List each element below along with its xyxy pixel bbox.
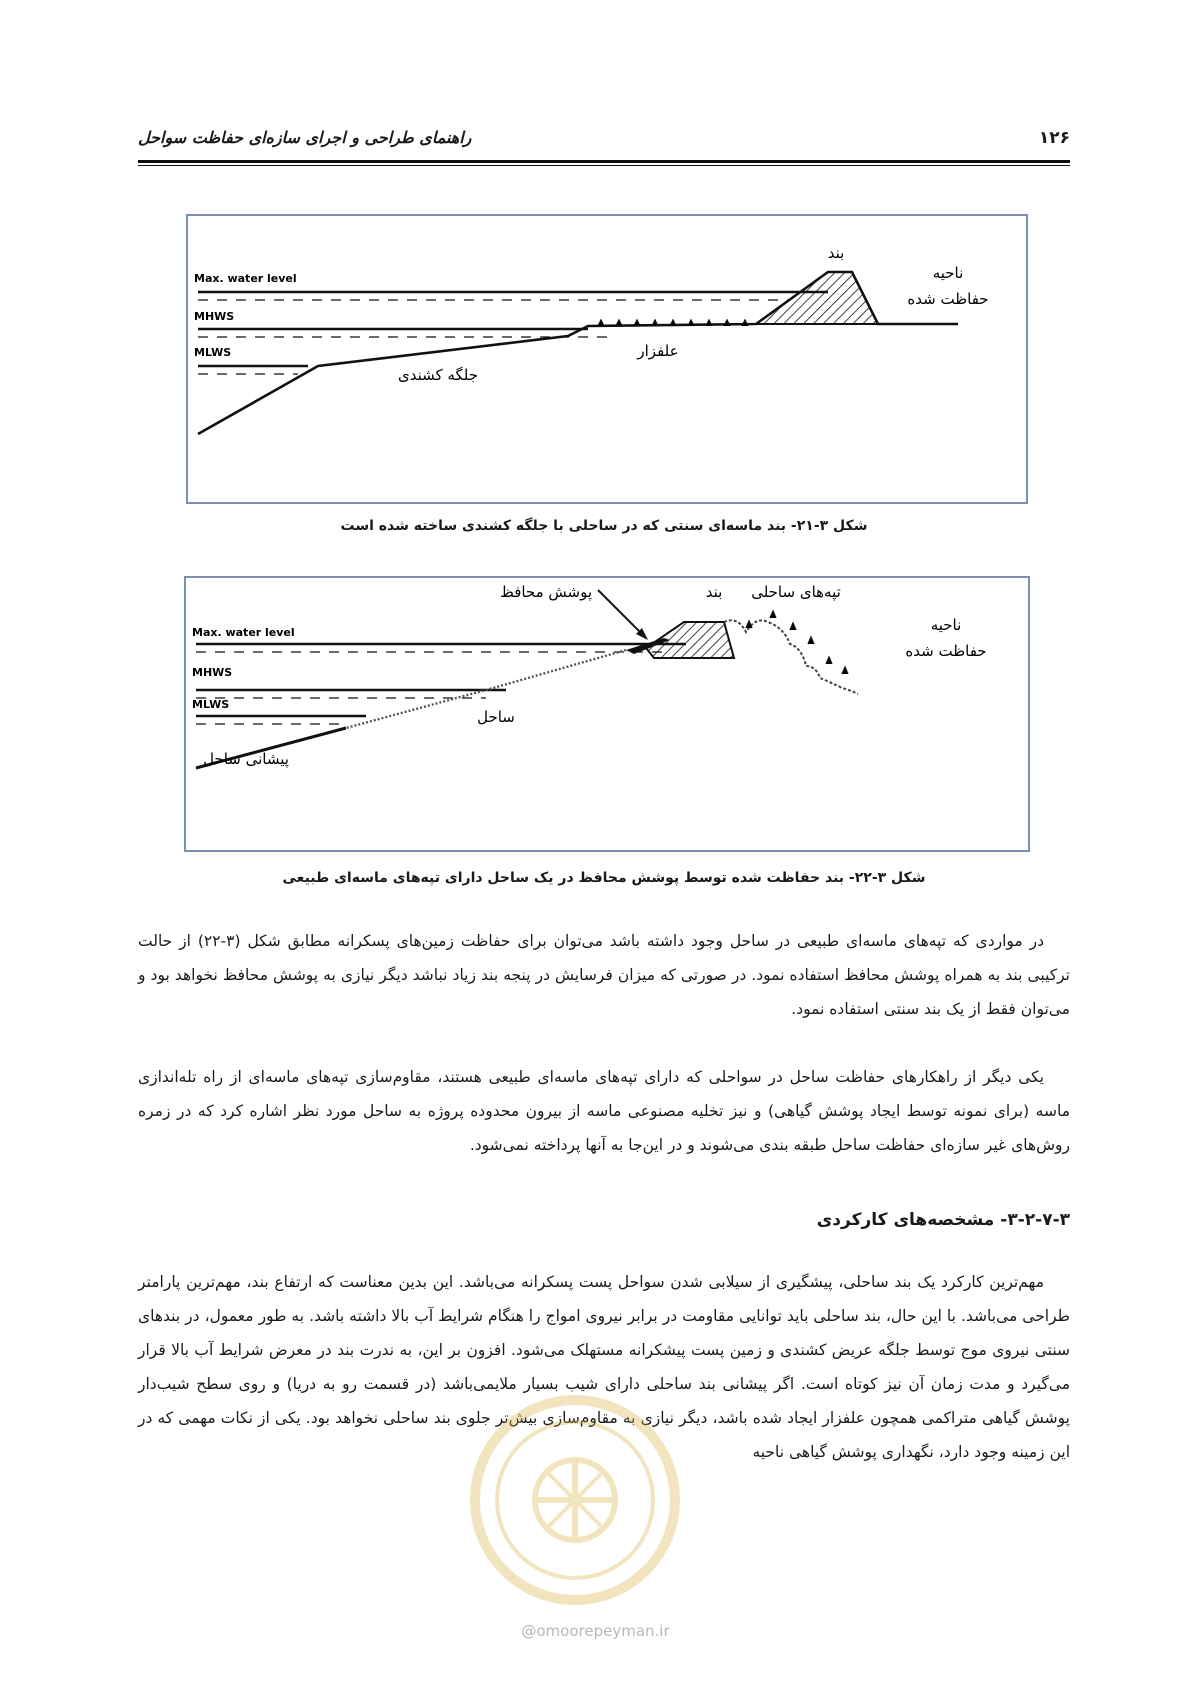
label-dike: بند <box>705 583 723 602</box>
figure-1-diagram <box>188 216 1026 502</box>
figure-2-diagram <box>186 578 1028 850</box>
label-max-water-level: Max. water level <box>192 626 295 639</box>
figure-dike-with-revetment <box>184 576 1030 852</box>
section-heading <box>138 1210 1070 1230</box>
figure-traditional-dike <box>186 214 1028 504</box>
page-header <box>138 122 1070 158</box>
label-dike: بند <box>827 244 845 262</box>
at-icon: @ <box>521 1622 537 1640</box>
section-title: مشخصه‌های کارکردی <box>816 1210 995 1230</box>
label-protected-area-2: حفاظت شده <box>905 642 987 660</box>
paragraph-2-text: یکی دیگر از راهکارهای حفاظت ساحل در سواحلی که دارای تپه‌های ماسه‌ای طبیعی هستند، مقاوم‌سازی تپه‌های ماسه‌ای از راه تله‌اندازی ماسه (برای نمونه توسط ایجاد پوشش گیاهی) و نیز تخلیه مصنوعی ماسه از بیرون محدوده پروژه به ساحل مورد نظر اشاره کرد که در زمره روش‌های غیر سازه‌ای حفاظت ساحل طبقه بندی می‌شوند و در این‌جا به آنها پرداخته نمی‌شود. <box>138 1068 1070 1154</box>
revetment-arrow <box>598 590 646 638</box>
label-revetment: پوشش محافظ <box>499 583 593 602</box>
label-beach: ساحل <box>477 708 515 726</box>
header-rule-thick <box>138 160 1070 163</box>
label-dunes: تپه‌های ساحلی <box>751 583 841 602</box>
saltmarsh-vegetation <box>598 320 748 326</box>
label-max-water-level: Max. water level <box>194 272 297 285</box>
label-protected-area-2: حفاظت شده <box>907 290 989 308</box>
dunes-profile <box>724 620 858 694</box>
website-text: omoorepeyman.ir <box>536 1622 670 1640</box>
figure-1-caption: شکل ۳-۲۱- بند ماسه‌ای سنتی که در ساحلی با جلگه کشندی ساخته شده است <box>340 518 868 534</box>
label-protected-area-1: ناحیه <box>932 264 964 282</box>
label-protected-area-1: ناحیه <box>930 616 962 634</box>
section-paragraph-text: مهم‌ترین کارکرد یک بند ساحلی، پیشگیری از سیلابی شدن سواحل پست پسکرانه می‌باشد. این بدین معناست که ارتفاع بند، مهم‌ترین پارامتر طراحی می‌باشد. با این حال، بند ساحلی باید توانایی مقاومت در برابر نیروی امواج را هنگام شرایط آب بالا داشته باشد. به طور معمول، در بندهای سنتی نیروی موج توسط جلگه عریض کشندی و زمین پست پیشکرانه مستهلک می‌شود. افزون بر این، به ندرت بند در معرض شرایط آب بالا قرار می‌گیرد و مدت زمان آن نیز کوتاه است. اگر پیشانی بند ساحلی دارای شیب بسیار ملایمی‌باشد (در قسمت رو به دریا) و روی سطح شیب‌دار پوشش گیاهی متراکمی همچون علفزار ایجاد شده باشد، دیگر نیازی به مقاوم‌سازی بیش‌تر جلوی بند ساحلی نخواهد بود. یکی از نکات مهمی که در این زمینه وجود دارد، نگهداری پوشش گیاهی ناحیه <box>138 1273 1070 1461</box>
figure-2-caption: شکل ۳-۲۲- بند حفاظت شده توسط پوشش محافظ در یک ساحل دارای تپه‌های ماسه‌ای طبیعی <box>282 870 926 886</box>
label-saltmarsh: علفزار <box>637 342 679 360</box>
label-mlws: MLWS <box>194 346 232 359</box>
section-number: ۳-۲-۷-۳- <box>1000 1210 1070 1230</box>
body-paragraph-1 <box>138 924 1070 1026</box>
page-number: ۱۲۶ <box>1038 128 1070 148</box>
watermark-seal-icon <box>465 1390 685 1610</box>
label-foreshore: پیشانی ساحل <box>203 750 289 768</box>
label-mhws: MHWS <box>192 666 233 679</box>
label-mlws: MLWS <box>192 698 230 711</box>
running-title: راهنمای طراحی و اجرای سازه‌ای حفاظت سواحل <box>138 128 472 147</box>
label-mudflat: جلگه کشندی <box>398 366 478 384</box>
body-paragraph-2 <box>138 1060 1070 1162</box>
footer-website <box>0 1622 1191 1640</box>
paragraph-1-text: در مواردی که تپه‌های ماسه‌ای طبیعی در ساحل وجود داشته باشد می‌توان برای حفاظت زمین‌های پسکرانه مطابق شکل (۳-۲۲) از حالت ترکیبی بند به همراه پوشش محافظ استفاده نمود. در صورتی که میزان فرسایش در پنجه بند زیاد نباشد دیگر نیازی به پوشش محافظ نخواهد بود و می‌توان فقط از یک بند سنتی استفاده نمود. <box>138 932 1070 1018</box>
label-mhws: MHWS <box>194 310 235 323</box>
header-rule-thin <box>138 165 1070 166</box>
